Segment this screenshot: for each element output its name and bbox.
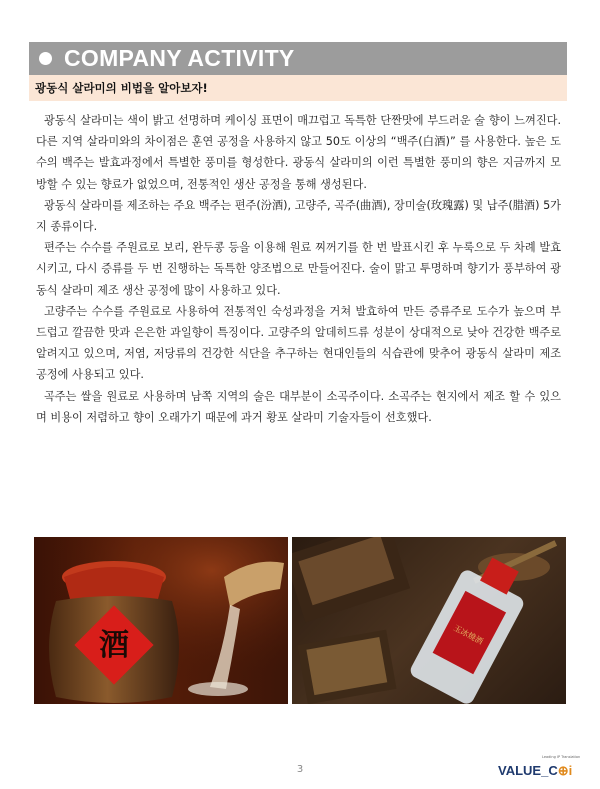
baijiu-bottle-illustration: [292, 537, 566, 704]
logo-tagline: Leading IP Translation: [542, 755, 581, 759]
article-body: [36, 110, 561, 428]
paragraph: 곡주는 쌀을 원료로 사용하며 남쪽 지역의 술은 대부분이 소곡주이다. 소곡주는 현지에서 제조 할 수 있으며 비용이 저렴하고 향이 오래가기 때문에 과거 황포 살라미 기술자들이 선호했다.: [36, 389, 561, 424]
logo-wordmark: [498, 763, 572, 779]
paragraph: 고량주는 수수를 주원료로 사용하여 전통적인 숙성과정을 거쳐 발효하여 만든 증류주로 도수가 높으며 부드럽고 깔끔한 맛과 은은한 과일향이 특징이다. 고량주의 알데히드류 성분이 상대적으로 낮아 건강한 백주로 알려지고 있으며, 저염, 저당류의 건강한 식단을 추구하는 현대인들의 식습관에 맞추어 광동식 살라미 제조 공정에 사용되고 있다.: [36, 304, 561, 382]
logo-accent-text: ⊕i: [557, 763, 573, 778]
liquor-jar-illustration: [34, 537, 288, 704]
paragraph: 광동식 살라미는 색이 밝고 선명하며 케이싱 표면이 매끄럽고 독특한 단짠맛에 부드러운 술 향이 느껴진다. 다른 지역 살라미와의 차이점은 훈연 공정을 사용하지 않고 50도 이상의 “백주(白酒)” 를 사용한다. 높은 도수의 백주는 발효과정에서 특별한 풍미를 형성한다. 광동식 살라미의 이런 특별한 풍미의 향은 지금까지 모방할 수 있는 향료가 없었으며, 전통적인 생산 공정을 통해 생성된다.: [36, 114, 561, 191]
page-number: 3: [296, 764, 304, 775]
jar-label-character: 酒: [99, 628, 129, 663]
article-subtitle: 광동식 살라미의 비법을 알아보자!: [35, 81, 208, 95]
bullet-icon: [39, 52, 52, 65]
section-title: COMPANY ACTIVITY: [64, 45, 295, 71]
logo-main-text: VALUE_C: [498, 763, 558, 778]
bottle-label-text: 玉冰燒酒: [451, 623, 485, 647]
baijiu-bottle-photo: [292, 537, 566, 704]
paragraph: 편주는 수수를 주원료로 보리, 완두콩 등을 이용해 원료 찌꺼기를 한 번 발표시킨 후 누룩으로 두 차례 발효시키고, 다시 증류를 두 번 진행하는 독특한 양조법으로 만들어진다. 술이 맑고 투명하며 향기가 풍부하여 광동식 살라미 제조 생산 공정에 많이 사용하고 있다.: [36, 241, 561, 297]
section-header: [29, 42, 567, 75]
liquor-jar-photo: [34, 537, 288, 704]
subtitle-band: [29, 75, 567, 101]
paragraph: 광동식 살라미를 제조하는 주요 백주는 편주(汾酒), 고량주, 곡주(曲酒), 장미술(玫瑰露) 및 납주(腊酒) 5가지 종류이다.: [36, 198, 561, 234]
company-logo: [498, 752, 581, 782]
